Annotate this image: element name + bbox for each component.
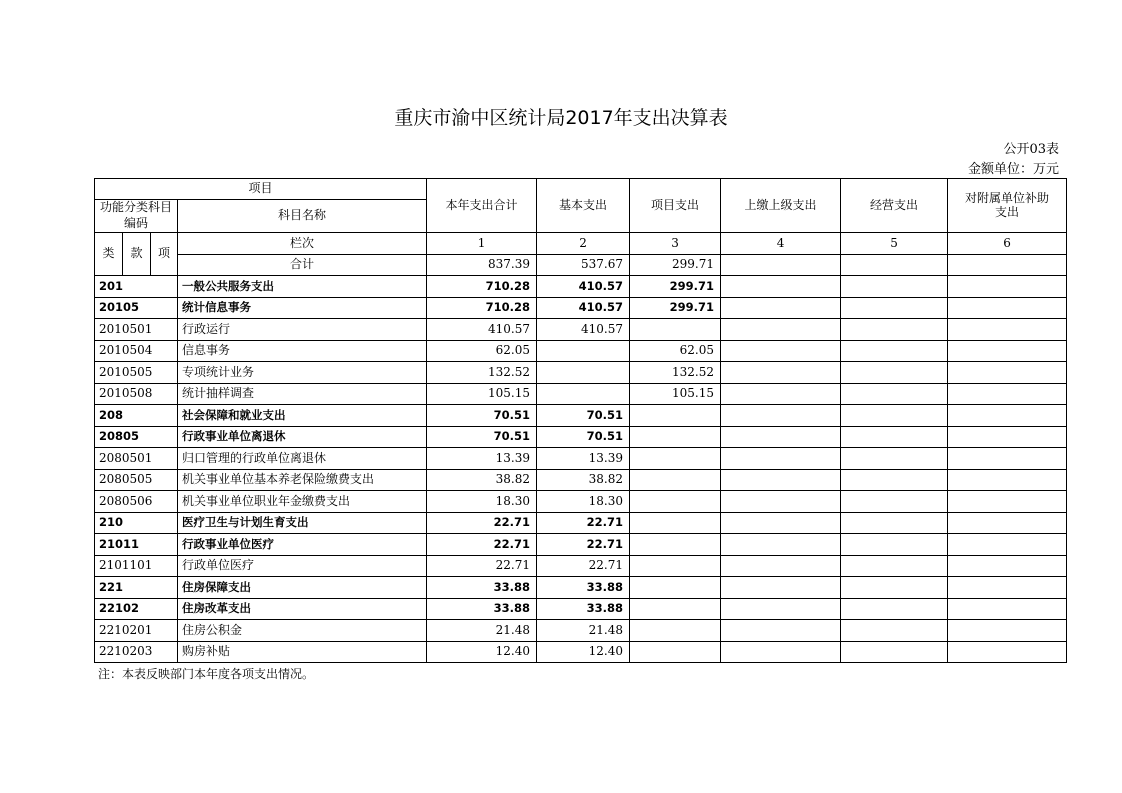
row-subsidy-expense xyxy=(948,383,1067,405)
row-project-expense: 299.71 xyxy=(630,297,721,319)
row-operating-expense xyxy=(841,577,948,599)
row-subsidy-expense xyxy=(948,641,1067,663)
expenditure-table xyxy=(94,178,1067,663)
row-total-expense: 21.48 xyxy=(427,620,537,642)
row-upper-level-expense xyxy=(721,340,841,362)
row-upper-level-expense xyxy=(721,448,841,470)
row-total-expense: 22.71 xyxy=(427,534,537,556)
col-num-3: 3 xyxy=(630,233,721,255)
col-num-5: 5 xyxy=(841,233,948,255)
row-basic-expense: 70.51 xyxy=(537,426,630,448)
row-project-expense xyxy=(630,319,721,341)
row-operating-expense xyxy=(841,383,948,405)
row-basic-expense xyxy=(537,383,630,405)
row-code: 2101101 xyxy=(95,555,178,577)
row-project-expense xyxy=(630,620,721,642)
row-project-expense xyxy=(630,491,721,513)
table-row xyxy=(95,448,1067,470)
table-row xyxy=(95,555,1067,577)
row-upper-level-expense xyxy=(721,319,841,341)
row-subject-name: 住房保障支出 xyxy=(178,577,427,599)
row-total-expense: 18.30 xyxy=(427,491,537,513)
row-subject-name: 机关事业单位职业年金缴费支出 xyxy=(178,491,427,513)
row-code: 201 xyxy=(95,276,178,298)
table-row xyxy=(95,620,1067,642)
row-upper-level-expense xyxy=(721,362,841,384)
row-project-expense: 299.71 xyxy=(630,276,721,298)
row-operating-expense xyxy=(841,491,948,513)
row-code: 22102 xyxy=(95,598,178,620)
row-subsidy-expense xyxy=(948,469,1067,491)
row-total-expense: 22.71 xyxy=(427,555,537,577)
header-col-6: 对附属单位补助支出 xyxy=(948,179,1067,233)
row-upper-level-expense xyxy=(721,469,841,491)
total-c4 xyxy=(721,254,841,276)
row-project-expense xyxy=(630,469,721,491)
total-c1: 837.39 xyxy=(427,254,537,276)
row-upper-level-expense xyxy=(721,405,841,427)
row-subject-name: 医疗卫生与计划生育支出 xyxy=(178,512,427,534)
row-subsidy-expense xyxy=(948,512,1067,534)
row-subject-name: 信息事务 xyxy=(178,340,427,362)
row-basic-expense: 38.82 xyxy=(537,469,630,491)
row-operating-expense xyxy=(841,448,948,470)
row-code: 208 xyxy=(95,405,178,427)
row-code: 2010505 xyxy=(95,362,178,384)
total-c2: 537.67 xyxy=(537,254,630,276)
row-total-expense: 33.88 xyxy=(427,577,537,599)
col-num-4: 4 xyxy=(721,233,841,255)
row-subject-name: 行政单位医疗 xyxy=(178,555,427,577)
row-subject-name: 住房改革支出 xyxy=(178,598,427,620)
table-row xyxy=(95,319,1067,341)
row-basic-expense: 410.57 xyxy=(537,319,630,341)
row-total-expense: 410.57 xyxy=(427,319,537,341)
row-code: 20105 xyxy=(95,297,178,319)
row-subsidy-expense xyxy=(948,297,1067,319)
row-code: 221 xyxy=(95,577,178,599)
row-upper-level-expense xyxy=(721,512,841,534)
row-total-expense: 62.05 xyxy=(427,340,537,362)
row-upper-level-expense xyxy=(721,555,841,577)
row-project-expense: 62.05 xyxy=(630,340,721,362)
row-upper-level-expense xyxy=(721,577,841,599)
row-code: 2080501 xyxy=(95,448,178,470)
col-num-2: 2 xyxy=(537,233,630,255)
row-operating-expense xyxy=(841,598,948,620)
row-basic-expense xyxy=(537,340,630,362)
row-basic-expense: 33.88 xyxy=(537,598,630,620)
row-subject-name: 社会保障和就业支出 xyxy=(178,405,427,427)
row-operating-expense xyxy=(841,297,948,319)
row-operating-expense xyxy=(841,319,948,341)
footnote: 注：本表反映部门本年度各项支出情况。 xyxy=(98,667,315,681)
row-code: 2080505 xyxy=(95,469,178,491)
row-subsidy-expense xyxy=(948,276,1067,298)
row-upper-level-expense xyxy=(721,598,841,620)
row-operating-expense xyxy=(841,426,948,448)
row-subject-name: 统计信息事务 xyxy=(178,297,427,319)
row-code: 2010508 xyxy=(95,383,178,405)
row-subsidy-expense xyxy=(948,362,1067,384)
row-subsidy-expense xyxy=(948,555,1067,577)
row-operating-expense xyxy=(841,555,948,577)
row-upper-level-expense xyxy=(721,426,841,448)
row-code: 2010504 xyxy=(95,340,178,362)
row-subsidy-expense xyxy=(948,426,1067,448)
table-row xyxy=(95,577,1067,599)
row-subsidy-expense xyxy=(948,405,1067,427)
header-xiang: 项 xyxy=(151,233,178,276)
row-project-expense xyxy=(630,641,721,663)
col-num-1: 1 xyxy=(427,233,537,255)
row-basic-expense: 22.71 xyxy=(537,512,630,534)
row-total-expense: 12.40 xyxy=(427,641,537,663)
table-row xyxy=(95,362,1067,384)
row-basic-expense: 33.88 xyxy=(537,577,630,599)
row-upper-level-expense xyxy=(721,641,841,663)
table-row xyxy=(95,383,1067,405)
row-code: 2010501 xyxy=(95,319,178,341)
row-upper-level-expense xyxy=(721,534,841,556)
table-row xyxy=(95,534,1067,556)
table-row xyxy=(95,512,1067,534)
row-operating-expense xyxy=(841,276,948,298)
row-upper-level-expense xyxy=(721,276,841,298)
row-subject-name: 专项统计业务 xyxy=(178,362,427,384)
table-row xyxy=(95,469,1067,491)
row-subsidy-expense xyxy=(948,491,1067,513)
row-basic-expense: 410.57 xyxy=(537,297,630,319)
row-total-expense: 70.51 xyxy=(427,426,537,448)
header-lanci: 栏次 xyxy=(178,233,427,255)
row-operating-expense xyxy=(841,641,948,663)
row-subsidy-expense xyxy=(948,340,1067,362)
row-code: 2210203 xyxy=(95,641,178,663)
row-operating-expense xyxy=(841,469,948,491)
row-subject-name: 购房补贴 xyxy=(178,641,427,663)
total-row xyxy=(95,254,1067,276)
row-total-expense: 70.51 xyxy=(427,405,537,427)
row-total-expense: 105.15 xyxy=(427,383,537,405)
row-code: 210 xyxy=(95,512,178,534)
row-upper-level-expense xyxy=(721,383,841,405)
header-col-2: 基本支出 xyxy=(537,179,630,233)
header-col-1: 本年支出合计 xyxy=(427,179,537,233)
row-subject-name: 行政运行 xyxy=(178,319,427,341)
row-basic-expense: 21.48 xyxy=(537,620,630,642)
row-basic-expense: 410.57 xyxy=(537,276,630,298)
row-total-expense: 22.71 xyxy=(427,512,537,534)
row-subject-name: 住房公积金 xyxy=(178,620,427,642)
header-func-code: 功能分类科目编码 xyxy=(95,200,178,233)
total-c5 xyxy=(841,254,948,276)
row-total-expense: 33.88 xyxy=(427,598,537,620)
row-basic-expense: 18.30 xyxy=(537,491,630,513)
header-col-5: 经营支出 xyxy=(841,179,948,233)
header-lei: 类 xyxy=(95,233,123,276)
row-basic-expense: 70.51 xyxy=(537,405,630,427)
row-subject-name: 归口管理的行政单位离退休 xyxy=(178,448,427,470)
row-project-expense xyxy=(630,512,721,534)
row-project-expense xyxy=(630,598,721,620)
row-operating-expense xyxy=(841,362,948,384)
page-title: 重庆市渝中区统计局2017年支出决算表 xyxy=(394,107,728,129)
row-subsidy-expense xyxy=(948,319,1067,341)
row-subject-name: 行政事业单位离退休 xyxy=(178,426,427,448)
table-row xyxy=(95,598,1067,620)
row-project-expense xyxy=(630,405,721,427)
row-operating-expense xyxy=(841,340,948,362)
header-project: 项目 xyxy=(95,179,427,200)
row-operating-expense xyxy=(841,534,948,556)
row-total-expense: 710.28 xyxy=(427,276,537,298)
table-row xyxy=(95,641,1067,663)
row-total-expense: 13.39 xyxy=(427,448,537,470)
table-row xyxy=(95,491,1067,513)
row-project-expense xyxy=(630,577,721,599)
row-operating-expense xyxy=(841,620,948,642)
row-operating-expense xyxy=(841,405,948,427)
table-row xyxy=(95,340,1067,362)
table-row xyxy=(95,405,1067,427)
row-total-expense: 38.82 xyxy=(427,469,537,491)
row-subsidy-expense xyxy=(948,620,1067,642)
row-basic-expense: 22.71 xyxy=(537,534,630,556)
row-code: 2080506 xyxy=(95,491,178,513)
row-subsidy-expense xyxy=(948,534,1067,556)
row-project-expense: 132.52 xyxy=(630,362,721,384)
total-label: 合计 xyxy=(178,254,427,276)
row-upper-level-expense xyxy=(721,297,841,319)
amount-unit: 金额单位：万元 xyxy=(967,162,1059,177)
header-col-3: 项目支出 xyxy=(630,179,721,233)
row-subject-name: 一般公共服务支出 xyxy=(178,276,427,298)
row-upper-level-expense xyxy=(721,491,841,513)
row-subject-name: 行政事业单位医疗 xyxy=(178,534,427,556)
row-code: 2210201 xyxy=(95,620,178,642)
row-subject-name: 统计抽样调查 xyxy=(178,383,427,405)
row-project-expense xyxy=(630,448,721,470)
row-code: 20805 xyxy=(95,426,178,448)
row-basic-expense: 22.71 xyxy=(537,555,630,577)
total-c6 xyxy=(948,254,1067,276)
header-subject-name: 科目名称 xyxy=(178,200,427,233)
row-basic-expense: 13.39 xyxy=(537,448,630,470)
row-operating-expense xyxy=(841,512,948,534)
row-project-expense xyxy=(630,426,721,448)
row-upper-level-expense xyxy=(721,620,841,642)
table-row xyxy=(95,297,1067,319)
form-number: 公开03表 xyxy=(1003,142,1059,157)
header-col-4: 上缴上级支出 xyxy=(721,179,841,233)
col-num-6: 6 xyxy=(948,233,1067,255)
row-subsidy-expense xyxy=(948,598,1067,620)
row-code: 21011 xyxy=(95,534,178,556)
row-total-expense: 132.52 xyxy=(427,362,537,384)
table-row xyxy=(95,276,1067,298)
row-project-expense xyxy=(630,534,721,556)
table-row xyxy=(95,426,1067,448)
row-basic-expense xyxy=(537,362,630,384)
row-total-expense: 710.28 xyxy=(427,297,537,319)
row-subsidy-expense xyxy=(948,577,1067,599)
header-kuan: 款 xyxy=(123,233,151,276)
row-project-expense xyxy=(630,555,721,577)
total-c3: 299.71 xyxy=(630,254,721,276)
row-basic-expense: 12.40 xyxy=(537,641,630,663)
row-project-expense: 105.15 xyxy=(630,383,721,405)
row-subsidy-expense xyxy=(948,448,1067,470)
row-subject-name: 机关事业单位基本养老保险缴费支出 xyxy=(178,469,427,491)
